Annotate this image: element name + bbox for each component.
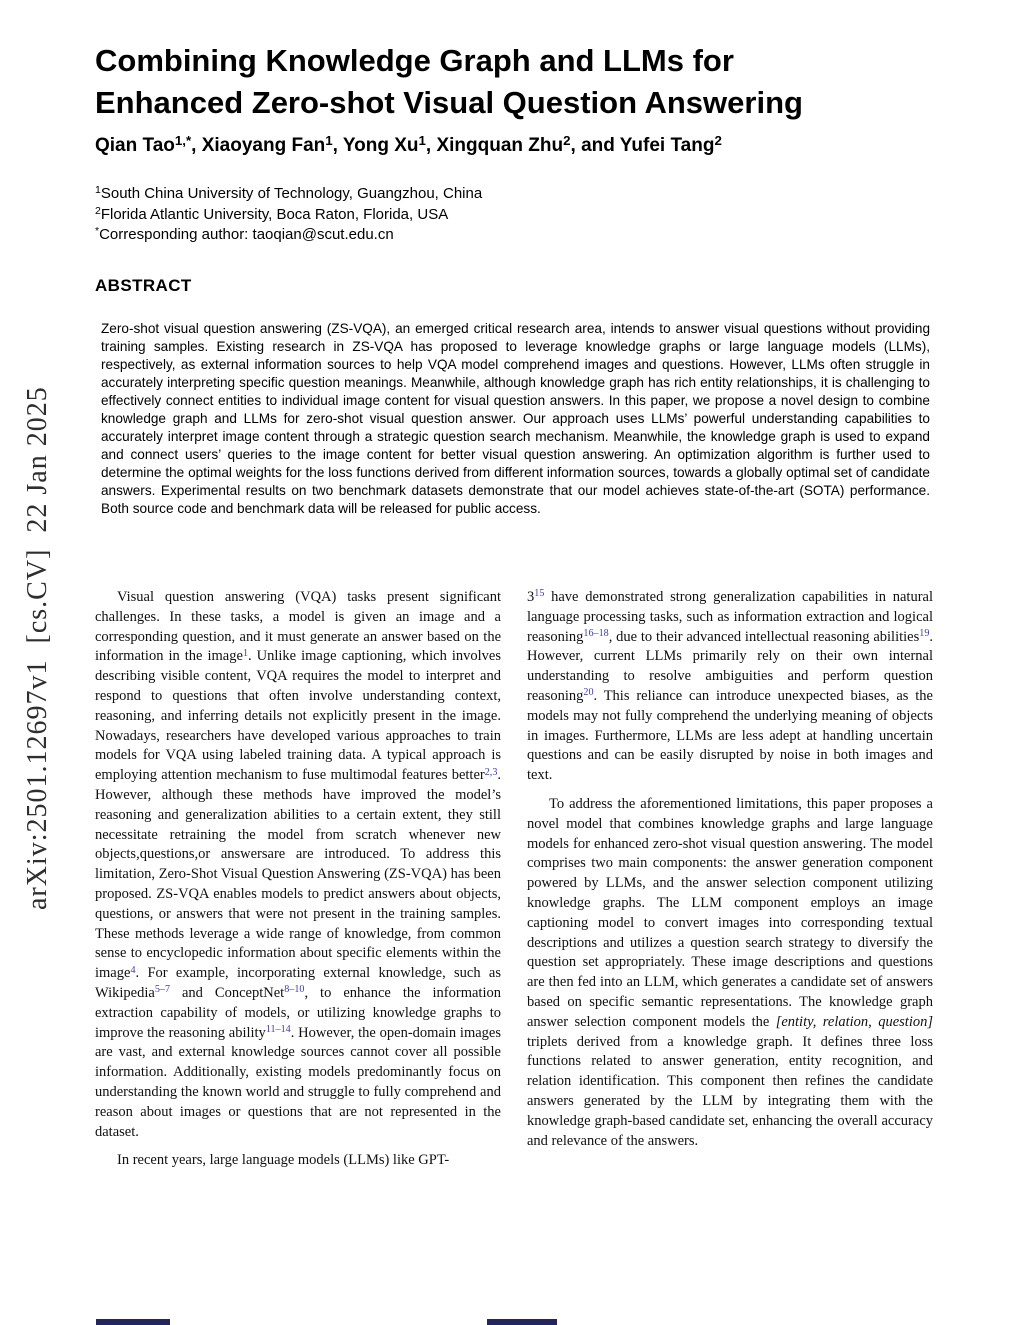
paragraph: 3$^{15}$ have demonstrated strong generalization capabilities in natural language processing tasks, such as information extraction and logical reasoning$^{16-18}$, due to their advanced intellectual reasoning abilities$^{19}$. However, current LLMs primarily rely on their own internal understanding to resolve ambiguities and perform question reasoning$^{20}$. This reliance can introduce unexpected biases, as the models may not fully comprehend the underlying meaning of objects in images. Furthermore, LLMs are less adept at handling uncertain questions and can be easily disrupted by noise in both images and text.: [527, 588, 933, 784]
superscript: 1: [325, 133, 333, 149]
arxiv-watermark: arXiv:2501.12697v1 [cs.CV] 22 Jan 2025: [22, 386, 53, 910]
superscript: 1: [418, 133, 426, 149]
citation-ref[interactable]: 19: [919, 628, 930, 640]
superscript: 1,*: [174, 133, 192, 149]
affiliation-corresponding-author: *Corresponding author: taoqian@scut.edu.cn: [95, 225, 394, 243]
abstract-text: Zero-shot visual question answering (ZS-VQA), an emerged critical research area, intends to answer visual questions without providing training samples. Existing research in ZS-VQA has proposed to leverage knowledge graphs or large language models (LLMs), respectively, as external information sources to help VQA model comprehend images and questions. However, LLMs often struggle in accurately interpreting specific question meanings. Meanwhile, although knowledge graph has rich entity relationships, it is challenging to effectively connect entities to individual image content for visual question answers. In this paper, we propose a novel design to combine knowledge graph and LLMs for zero-shot visual question answer. Our approach uses LLMs’ powerful understanding capabilities to accurately interpret image content through a strategic question search mechanism. Meanwhile, the knowledge graph is used to expand and connect users’ queries to the image content for better visual question answering. An optimization algorithm is further used to determine the optimal weights for the loss functions derived from different information sources, towards a globally optimal set of candidate answers. Experimental results on two benchmark datasets demonstrate that our model achieves state-of-the-art (SOTA) performance. Both source code and benchmark data will be released for public access.: [101, 321, 930, 516]
superscript: 2: [95, 204, 101, 217]
superscript: 1: [95, 184, 101, 197]
superscript: 2: [563, 133, 571, 149]
author-line: Qian Tao$^{1,*}$, Xiaoyang Fan$^1$, Yong Xu$^1$, Xingquan Zhu$^2$, and Yufei Tang$^2$: [95, 133, 722, 156]
paragraph: Visual question answering (VQA) tasks present significant challenges. In these tasks, a model is given an image and a corresponding question, and it must generate an answer based on the information in the image$^1$. Unlike image captioning, which involves describing visible content, VQA requires the model to interpret and respond to questions that often involve understanding context, reasoning, and inferring details not explicitly present in the image. Nowadays, researchers have developed various approaches to train models for VQA using labeled training data. A typical approach is employing attention mechanism to fuse multimodal features better$^{2,3}$. However, although these methods have improved the model’s reasoning and generalization abilities to a certain extent, they still necessitate retraining the model from scratch whenever new objects,questions,or answersare are introduced. To address this limitation, Zero-Shot Visual Question Answering (ZS-VQA) has been proposed. ZS-VQA enables models to predict answers about objects, questions, or answers that were not present in the training samples. These methods leverage a wide range of knowledge, from common sense to encyclopedic information about specific elements within the image$^4$. For example, incorporating external knowledge, such as Wikipedia$^{5-7}$ and ConceptNet$^{8-10}$, to enhance the information extraction capability of models, or utilizing knowledge graphs to improve the reasoning ability$^{11-14}$. However, the open-domain images are vast, and external knowledge sources cannot cover all possible information. Additionally, existing models predominantly focus on understanding the known world and struggle to fully comprehend and reason about images or questions that are not represented in the dataset.: [95, 589, 501, 1140]
citation-ref[interactable]: 16–18: [583, 628, 609, 640]
column-left: [95, 588, 501, 1180]
affiliation-1: $^1$South China University of Technology, Guangzhou, China: [95, 184, 483, 202]
citation-ref[interactable]: 11–14: [265, 1023, 291, 1035]
italic-text: [entity, relation, question]: [775, 1013, 933, 1030]
superscript: 2: [714, 133, 722, 149]
citation-ref[interactable]: 4: [130, 964, 136, 976]
citation-ref[interactable]: 8–10: [284, 984, 305, 996]
next-page-fragment: [96, 1319, 170, 1325]
citation-ref[interactable]: 5–7: [154, 984, 170, 996]
citation-ref[interactable]: 2,3: [484, 766, 498, 778]
paper-title: [95, 40, 940, 124]
citation-ref[interactable]: 20: [583, 687, 594, 699]
superscript: *: [95, 225, 100, 238]
abstract-heading: ABSTRACT: [95, 276, 192, 295]
citation-ref[interactable]: 15: [534, 588, 545, 600]
affiliations-block: [95, 184, 940, 246]
next-page-fragment: [487, 1319, 557, 1325]
body-columns: [95, 588, 933, 1180]
paragraph: To address the aforementioned limitations, this paper proposes a novel model that combines knowledge graphs and large language models for enhanced zero-shot visual question answering. The model comprises two main components: the answer generation component powered by LLMs, and the answer selection component utilizing knowledge graphs. The LLM component employs an image captioning model to convert images into corresponding textual descriptions and utilizes a question search strategy to diversify the question set appropriately. These image descriptions and questions are then fed into an LLM, which generates a candidate set of answers based on specific semantic representations. The knowledge graph answer selection component models the [entity, relation, question] triplets derived from a knowledge graph. It defines three loss functions related to answer generation, entity recognition, and relation identification. This component then refines the candidate answers generated by the LLM by integrating them with the knowledge graph-based candidate set, enhancing the overall accuracy and relevance of the answers.: [527, 795, 933, 1149]
paper-title-line1: Combining Knowledge Graph and LLMs for: [95, 43, 734, 78]
column-right: [527, 588, 933, 1180]
paper-title-line2: Enhanced Zero-shot Visual Question Answering: [95, 85, 803, 120]
affiliation-2: $^2$Florida Atlantic University, Boca Raton, Florida, USA: [95, 204, 449, 223]
citation-ref[interactable]: 1: [242, 647, 248, 659]
paragraph: In recent years, large language models (LLMs) like GPT-: [117, 1152, 450, 1169]
